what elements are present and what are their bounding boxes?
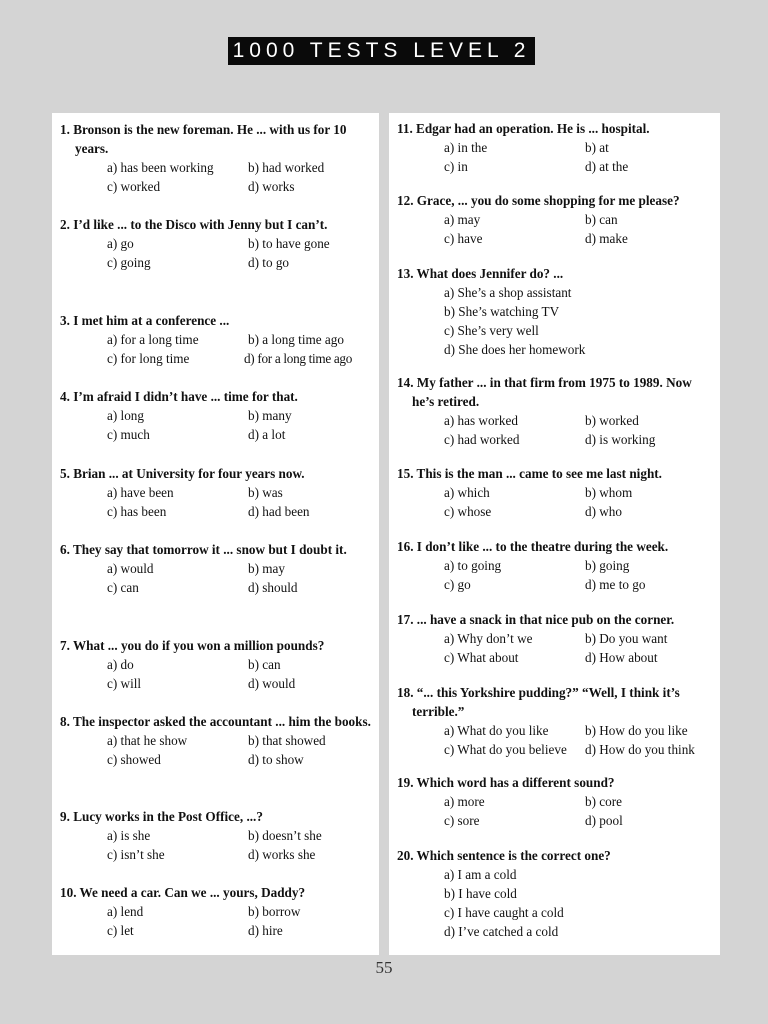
- question-text: 5. Brian ... at University for four years now.: [60, 466, 305, 481]
- option-c: c) in: [444, 159, 468, 174]
- option-c: c) had worked: [444, 432, 520, 447]
- option-a: a) to going: [444, 558, 502, 573]
- question-3: [52, 311, 379, 368]
- option-a: a) do: [107, 657, 134, 672]
- question-text: 20. Which sentence is the correct one?: [397, 848, 611, 863]
- question-14: [389, 373, 720, 449]
- question-2: [52, 215, 379, 272]
- option-d: d) for a long time ago: [244, 351, 353, 366]
- option-b: b) going: [585, 558, 630, 573]
- option-b: b) to have gone: [248, 236, 330, 251]
- question-13: [389, 264, 720, 359]
- option-d: d) How about: [585, 650, 658, 665]
- option-a: a) has worked: [444, 413, 518, 428]
- option-d: d) How do you think: [585, 742, 695, 757]
- option-d: d) would: [248, 676, 296, 691]
- question-text: 15. This is the man ... came to see me last night.: [397, 466, 662, 481]
- option-c: c) What about: [444, 650, 519, 665]
- option-a: a) for a long time: [107, 332, 199, 347]
- question-12: [389, 191, 720, 248]
- option-b: b) that showed: [248, 733, 326, 748]
- option-d: d) should: [248, 580, 298, 595]
- option-d: d) to go: [248, 255, 290, 270]
- option-d: d) She does her homework: [444, 342, 586, 357]
- question-text: 9. Lucy works in the Post Office, ...?: [60, 809, 263, 824]
- option-a: a) go: [107, 236, 134, 251]
- option-c: c) for long time: [107, 351, 190, 366]
- option-d: d) make: [585, 231, 628, 246]
- question-text: 16. I don’t like ... to the theatre during the week.: [397, 539, 669, 554]
- page-number: 55: [375, 958, 393, 977]
- option-c: c) worked: [107, 179, 161, 194]
- question-19: [389, 773, 720, 830]
- question-text: 12. Grace, ... you do some shopping for me please?: [397, 193, 680, 208]
- question-text: 3. I met him at a conference ...: [60, 313, 230, 328]
- option-b: b) She’s watching TV: [444, 304, 560, 319]
- option-a: a) I am a cold: [444, 867, 517, 882]
- option-b: b) core: [585, 794, 622, 809]
- option-b: b) I have cold: [444, 886, 517, 901]
- question-text: 7. What ... you do if you won a million pounds?: [60, 638, 325, 653]
- option-c: c) go: [444, 577, 471, 592]
- option-a: a) is she: [107, 828, 151, 843]
- option-d: d) works she: [248, 847, 316, 862]
- option-c: c) much: [107, 427, 150, 442]
- question-9: [52, 807, 379, 864]
- option-b: b) worked: [585, 413, 639, 428]
- option-a: a) that he show: [107, 733, 188, 748]
- option-c: c) What do you believe: [444, 742, 567, 757]
- option-d: d) me to go: [585, 577, 646, 592]
- option-c: c) She’s very well: [444, 323, 539, 338]
- question-16: [389, 537, 720, 594]
- option-c: c) I have caught a cold: [444, 905, 564, 920]
- option-c: c) sore: [444, 813, 480, 828]
- option-c: c) will: [107, 676, 142, 691]
- option-b: b) was: [248, 485, 283, 500]
- option-b: b) How do you like: [585, 723, 688, 738]
- option-b: b) whom: [585, 485, 633, 500]
- option-a: a) may: [444, 212, 481, 227]
- option-b: b) a long time ago: [248, 332, 344, 347]
- book-title: 1000 TESTS LEVEL 2: [228, 37, 535, 65]
- question-text: 17. ... have a snack in that nice pub on the corner.: [397, 612, 675, 627]
- option-b: b) had worked: [248, 160, 325, 175]
- option-d: d) who: [585, 504, 622, 519]
- option-a: a) which: [444, 485, 490, 500]
- question-text: 6. They say that tomorrow it ... snow but I doubt it.: [60, 542, 347, 557]
- question-1: [52, 120, 379, 196]
- left-column: [52, 113, 379, 955]
- option-c: c) can: [107, 580, 139, 595]
- option-b: b) many: [248, 408, 292, 423]
- option-a: a) lend: [107, 904, 144, 919]
- question-8: [52, 712, 379, 769]
- question-text: 19. Which word has a different sound?: [397, 775, 615, 790]
- question-text: 8. The inspector asked the accountant ... him the books.: [60, 714, 371, 729]
- question-20: [389, 846, 720, 941]
- question-10: [52, 883, 379, 940]
- option-a: a) Why don’t we: [444, 631, 533, 646]
- option-c: c) has been: [107, 504, 167, 519]
- question-text: 18. “... this Yorkshire pudding?” “Well, I think it’s terrible.”: [397, 685, 680, 719]
- right-column: [389, 113, 720, 955]
- question-text: 4. I’m afraid I didn’t have ... time for that.: [60, 389, 298, 404]
- option-a: a) have been: [107, 485, 174, 500]
- option-d: d) a lot: [248, 427, 286, 442]
- option-b: b) borrow: [248, 904, 301, 919]
- question-11: [389, 119, 720, 176]
- option-d: d) I’ve catched a cold: [444, 924, 559, 939]
- option-b: b) doesn’t she: [248, 828, 322, 843]
- question-text: 10. We need a car. Can we ... yours, Daddy?: [60, 885, 306, 900]
- question-18: [389, 683, 720, 759]
- option-a: a) What do you like: [444, 723, 549, 738]
- option-d: d) had been: [248, 504, 310, 519]
- option-c: c) going: [107, 255, 151, 270]
- option-d: d) is working: [585, 432, 656, 447]
- option-a: a) long: [107, 408, 144, 423]
- option-d: d) pool: [585, 813, 623, 828]
- question-7: [52, 636, 379, 693]
- option-b: b) can: [248, 657, 281, 672]
- option-d: d) works: [248, 179, 295, 194]
- option-a: a) in the: [444, 140, 488, 155]
- option-b: b) can: [585, 212, 618, 227]
- option-a: a) has been working: [107, 160, 214, 175]
- option-d: d) at the: [585, 159, 629, 174]
- question-4: [52, 387, 379, 444]
- option-a: a) more: [444, 794, 485, 809]
- option-b: b) may: [248, 561, 285, 576]
- question-text: 2. I’d like ... to the Disco with Jenny but I can’t.: [60, 217, 328, 232]
- question-5: [52, 464, 379, 521]
- option-d: d) to show: [248, 752, 304, 767]
- option-b: b) at: [585, 140, 609, 155]
- option-b: b) Do you want: [585, 631, 668, 646]
- option-c: c) let: [107, 923, 134, 938]
- question-6: [52, 540, 379, 597]
- option-a: a) She’s a shop assistant: [444, 285, 572, 300]
- option-c: c) showed: [107, 752, 161, 767]
- question-text: 14. My father ... in that firm from 1975 to 1989. Now he’s retired.: [397, 375, 692, 409]
- option-d: d) hire: [248, 923, 283, 938]
- question-17: [389, 610, 720, 667]
- question-text: 1. Bronson is the new foreman. He ... with us for 10 years.: [60, 122, 347, 156]
- question-text: 11. Edgar had an operation. He is ... hospital.: [397, 121, 650, 136]
- option-c: c) isn’t she: [107, 847, 165, 862]
- option-a: a) would: [107, 561, 154, 576]
- option-c: c) have: [444, 231, 483, 246]
- question-15: [389, 464, 720, 521]
- option-c: c) whose: [444, 504, 492, 519]
- question-text: 13. What does Jennifer do? ...: [397, 266, 564, 281]
